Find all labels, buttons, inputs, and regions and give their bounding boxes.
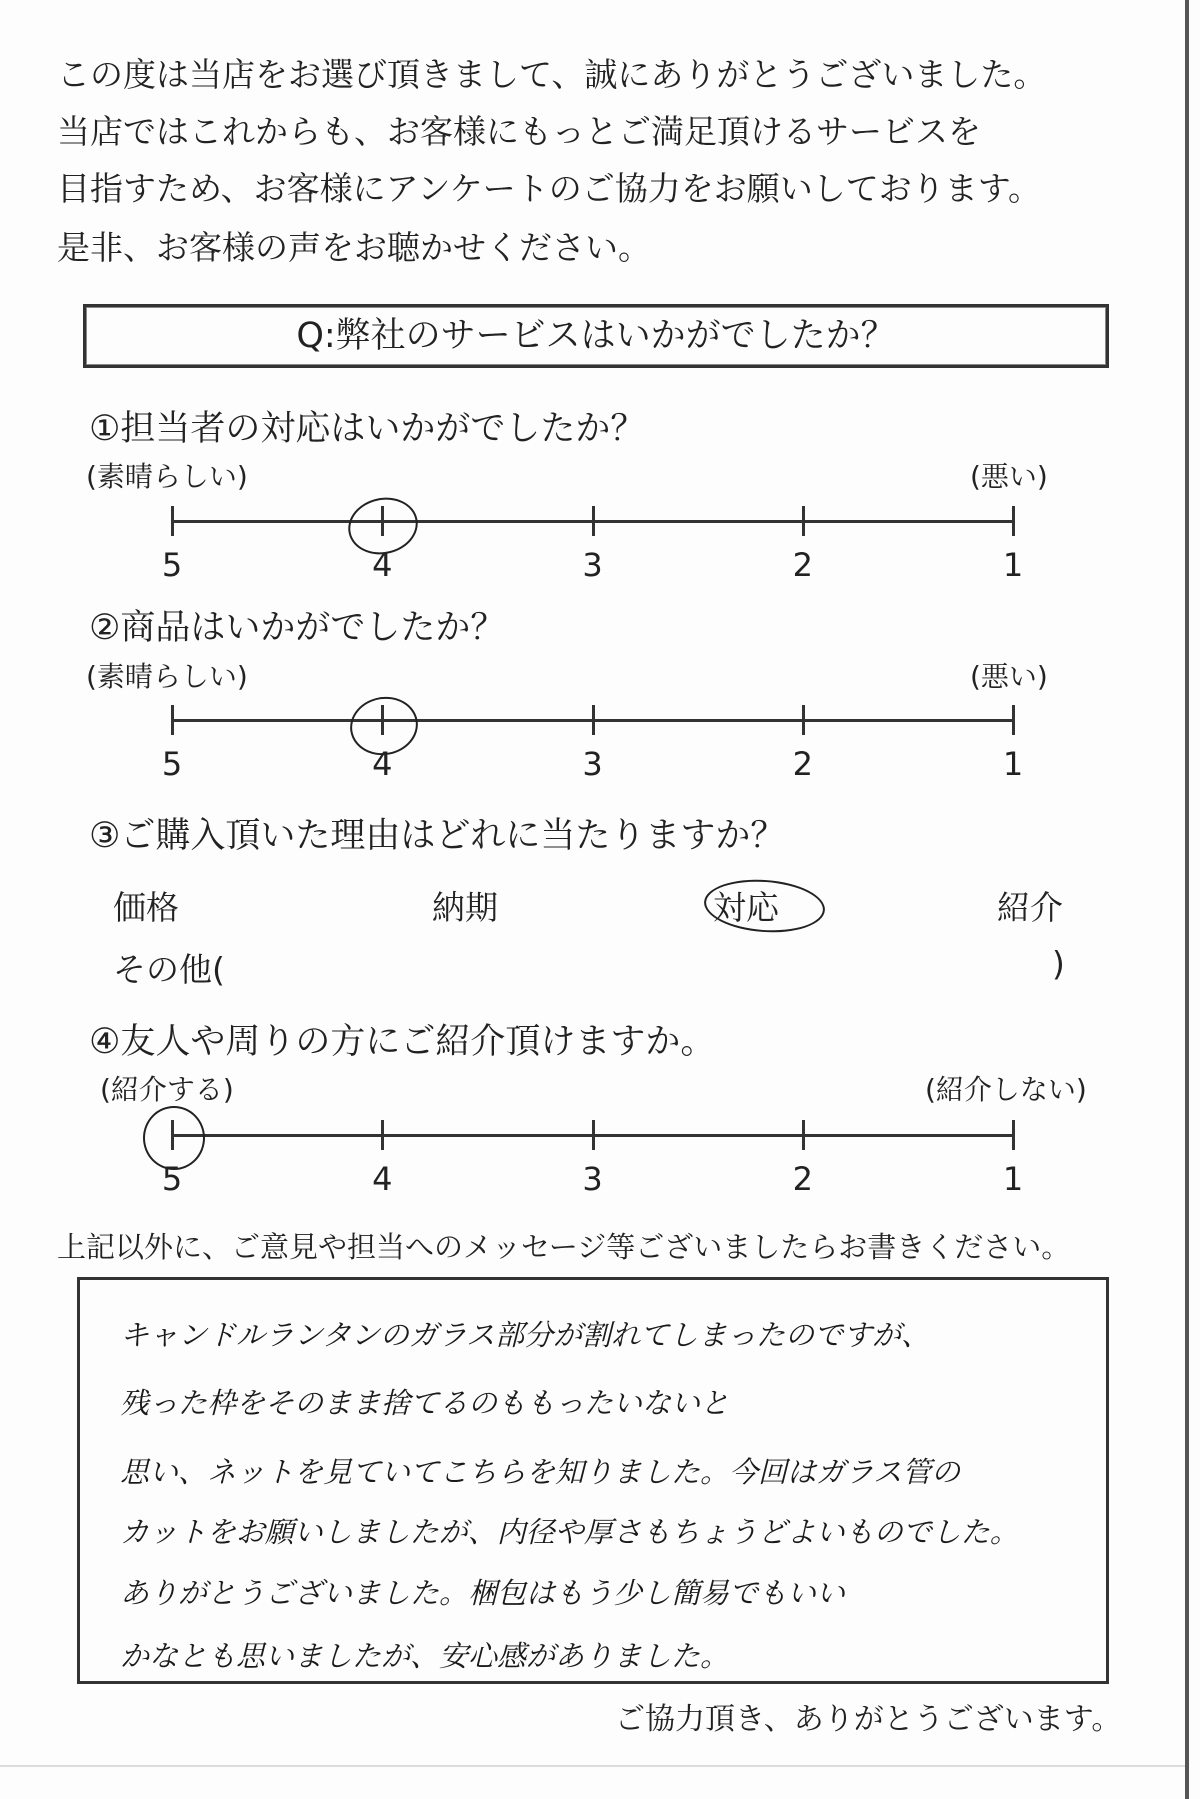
tick — [592, 705, 595, 735]
question-header: Q:弊社のサービスはいかがでしたか？ — [83, 304, 1109, 368]
handwritten-line: 残った枠をそのまま捨てるのももったいないと — [120, 1386, 730, 1420]
scale-num: 1 — [1002, 1160, 1024, 1198]
free-comment-label: 上記以外に、ご意見や担当へのメッセージ等ございましたらお書きください。 — [57, 1230, 1071, 1264]
scale-num: 2 — [792, 546, 813, 584]
tick — [592, 1120, 595, 1150]
q3-option-referral[interactable]: 紹介 — [997, 888, 1063, 927]
thanks-text: ご協力頂き、ありがとうございます。 — [615, 1702, 1122, 1737]
scale-num: 1 — [1002, 546, 1024, 584]
scale-num: 1 — [1002, 745, 1024, 783]
scale-num: 5 — [161, 1160, 183, 1198]
q4-right-label: (紹介しない) — [925, 1073, 1087, 1106]
q3-other-label: その他( — [113, 950, 225, 989]
tick — [1012, 1120, 1015, 1150]
scale-num: 2 — [792, 1160, 813, 1198]
tick — [802, 506, 805, 536]
q4-rating-scale[interactable] — [161, 1120, 1024, 1198]
q3-option-price[interactable]: 価格 — [113, 888, 179, 927]
q3-option-service[interactable]: 対応 — [713, 888, 779, 927]
intro-line: 目指すため、お客様にアンケートのご協力をお願いしております。 — [57, 169, 1042, 208]
q4-label: ④友人や周りの方にご紹介頂けますか。 — [89, 1022, 716, 1062]
q2-rating-scale[interactable] — [161, 705, 1024, 783]
tick — [171, 506, 174, 536]
tick — [1012, 705, 1015, 735]
handwritten-line: かなとも思いましたが、安心感がありました。 — [120, 1639, 730, 1673]
q3-option-delivery[interactable]: 納期 — [432, 888, 498, 927]
q2-left-label: (素晴らしい) — [86, 660, 248, 693]
q1-rating-scale[interactable] — [161, 506, 1024, 584]
selection-circle — [143, 1106, 205, 1170]
handwritten-line: カットをお願いしましたが、内径や厚さもちょうどよいものでした。 — [120, 1515, 1019, 1549]
scan-edge — [0, 1765, 1185, 1767]
selection-circle — [343, 491, 423, 560]
intro-line: 当店ではこれからも、お客様にもっとご満足頂けるサービスを — [57, 112, 981, 151]
q1-label: ①担当者の対応はいかがでしたか？ — [89, 409, 646, 449]
q4-left-label: (紹介する) — [100, 1073, 234, 1106]
scale-num: 5 — [161, 745, 183, 783]
intro-line: 是非、お客様の声をお聴かせください。 — [57, 228, 651, 267]
q3-other-close: ) — [1052, 944, 1065, 983]
scale-num: 3 — [582, 1160, 603, 1198]
tick — [592, 506, 595, 536]
scale-num: 2 — [792, 745, 813, 783]
scale-num: 4 — [372, 546, 393, 584]
q1-left-label: (素晴らしい) — [86, 460, 248, 493]
handwritten-line: 思い、ネットを見ていてこちらを知りました。今回はガラス管の — [120, 1455, 961, 1489]
q3-label: ③ご購入頂いた理由はどれに当たりますか？ — [89, 816, 786, 856]
scale-num: 4 — [372, 1160, 393, 1198]
selection-circle — [345, 692, 422, 761]
scale-num: 3 — [582, 546, 603, 584]
scale-num: 4 — [372, 745, 393, 783]
q2-right-label: (悪い) — [970, 660, 1048, 693]
tick — [802, 705, 805, 735]
q2-label: ②商品はいかがでしたか？ — [89, 608, 506, 648]
q1-right-label: (悪い) — [970, 460, 1048, 493]
tick — [1012, 506, 1015, 536]
intro-line: この度は当店をお選び頂きまして、誠にありがとうございました。 — [57, 55, 1047, 94]
tick — [381, 1120, 384, 1150]
scale-num: 5 — [161, 546, 183, 584]
tick — [802, 1120, 805, 1150]
handwritten-line: ありがとうございました。梱包はもう少し簡易でもいい — [120, 1576, 846, 1610]
page-binding-edge — [1185, 0, 1189, 1799]
handwritten-line: キャンドルランタンのガラス部分が割れてしまったのですが、 — [120, 1318, 930, 1352]
scale-num: 3 — [582, 745, 603, 783]
tick — [171, 705, 174, 735]
